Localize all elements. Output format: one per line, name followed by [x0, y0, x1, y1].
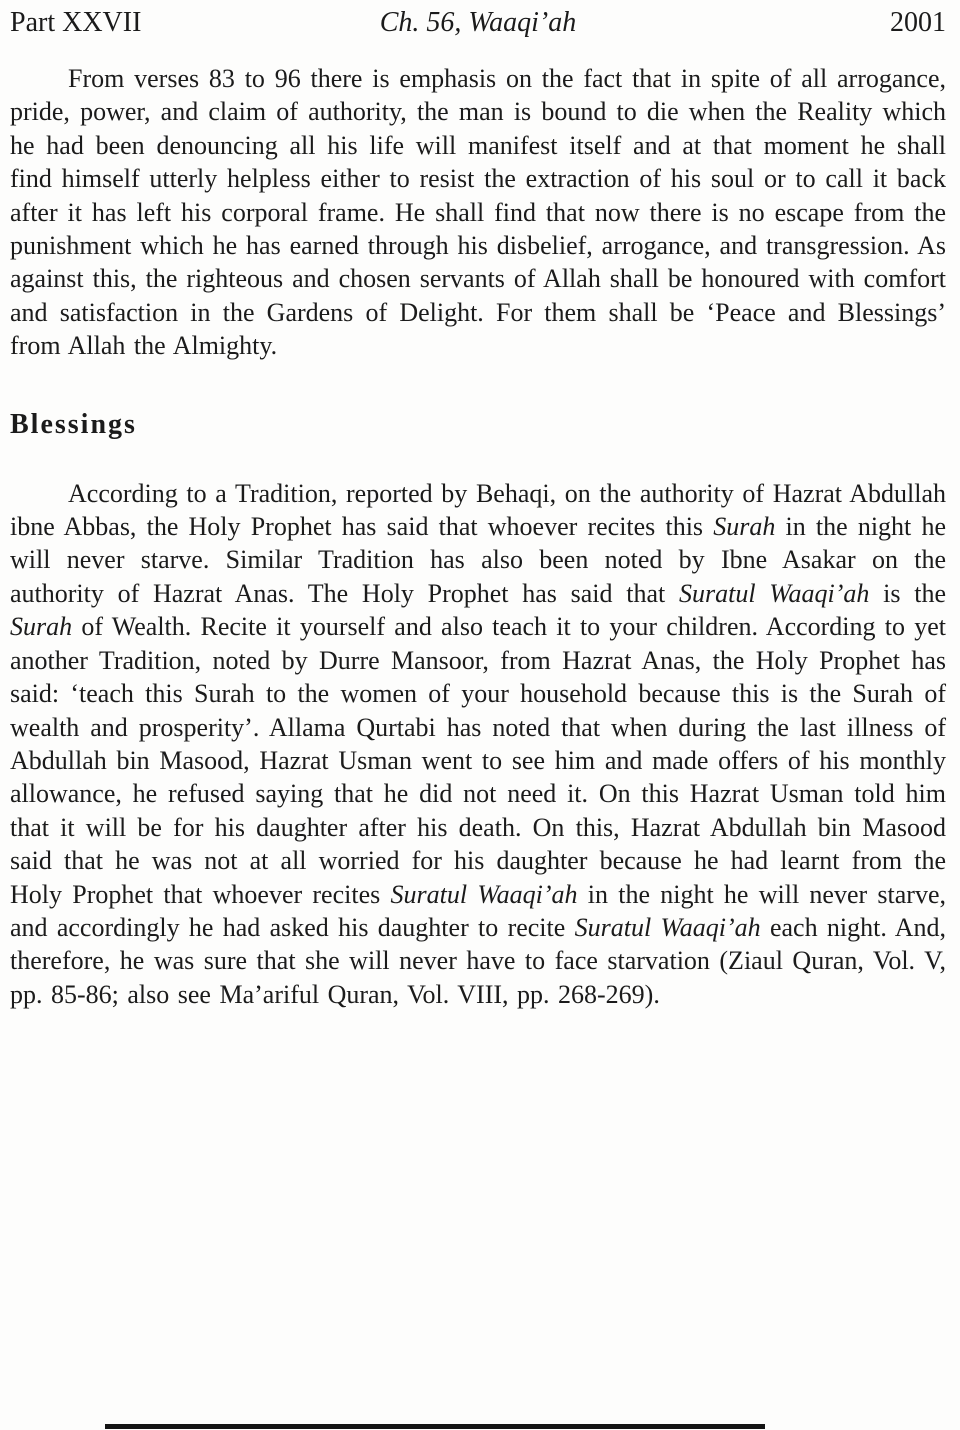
intro-paragraph: From verses 83 to 96 there is emphasis on the fact that in spite of all arrogance, pride, power, and claim of authority, the man is bound to die when the Reality which he had been denouncing all his life will manifest itself and at that moment he shall find himself utterly helpless either to resist the extraction of his soul or to call it back after it has left his corporal frame. He shall find that now there is no escape from the punishment which he has earned through his disbelief, arrogance, and transgression. As against this, the righteous and chosen servants of Allah shall be honoured with comfort and satisfaction in the Gardens of Delight. For them shall be ‘Peace and Blessings’ from Allah the Almighty.	[10, 64, 946, 361]
page-header	[0, 0, 960, 40]
section-heading-blessings: Blessings	[10, 408, 137, 440]
page-content	[0, 62, 960, 1011]
header-chapter-title: Ch. 56, Waaqi’ah	[379, 7, 577, 38]
scan-artifact-bar	[105, 1424, 765, 1429]
header-page-number: 2001	[890, 7, 946, 38]
blessings-paragraph: According to a Tradition, reported by Behaqi, on the authority of Hazrat Abdullah ibne Abbas, the Holy Prophet has said that whoever recites this Surah in the night he will never starve. Similar Tradition has also been noted by Ibne Asakar on the authority of Hazrat Anas. The Holy Prophet has said that Suratul Waaqi’ah is the Surah of Wealth. Recite it yourself and also teach it to your children. According to yet another Tradition, noted by Durre Mansoor, from Hazrat Anas, the Holy Prophet has said: ‘teach this Surah to the women of your household because this is the Surah of wealth and prosperity’. Allama Qurtabi has noted that when during the last illness of Abdullah bin Masood, Hazrat Usman went to see him and made offers of his monthly allowance, he refused saying that he did not need it. On this Hazrat Usman told him that it will be for his daughter after his death. On this, Hazrat Abdullah bin Masood said that he was not at all worried for his daughter because he had learnt from the Holy Prophet that whoever recites Suratul Waaqi’ah in the night he will never starve, and accordingly he had asked his daughter to recite Suratul Waaqi’ah each night. And, therefore, he was sure that she will never have to face starvation (Ziaul Quran, Vol. V, pp. 85-86; also see Ma’ariful Quran, Vol. VIII, pp. 268-269).	[10, 478, 947, 1009]
header-part-label: Part XXVII	[10, 7, 142, 38]
